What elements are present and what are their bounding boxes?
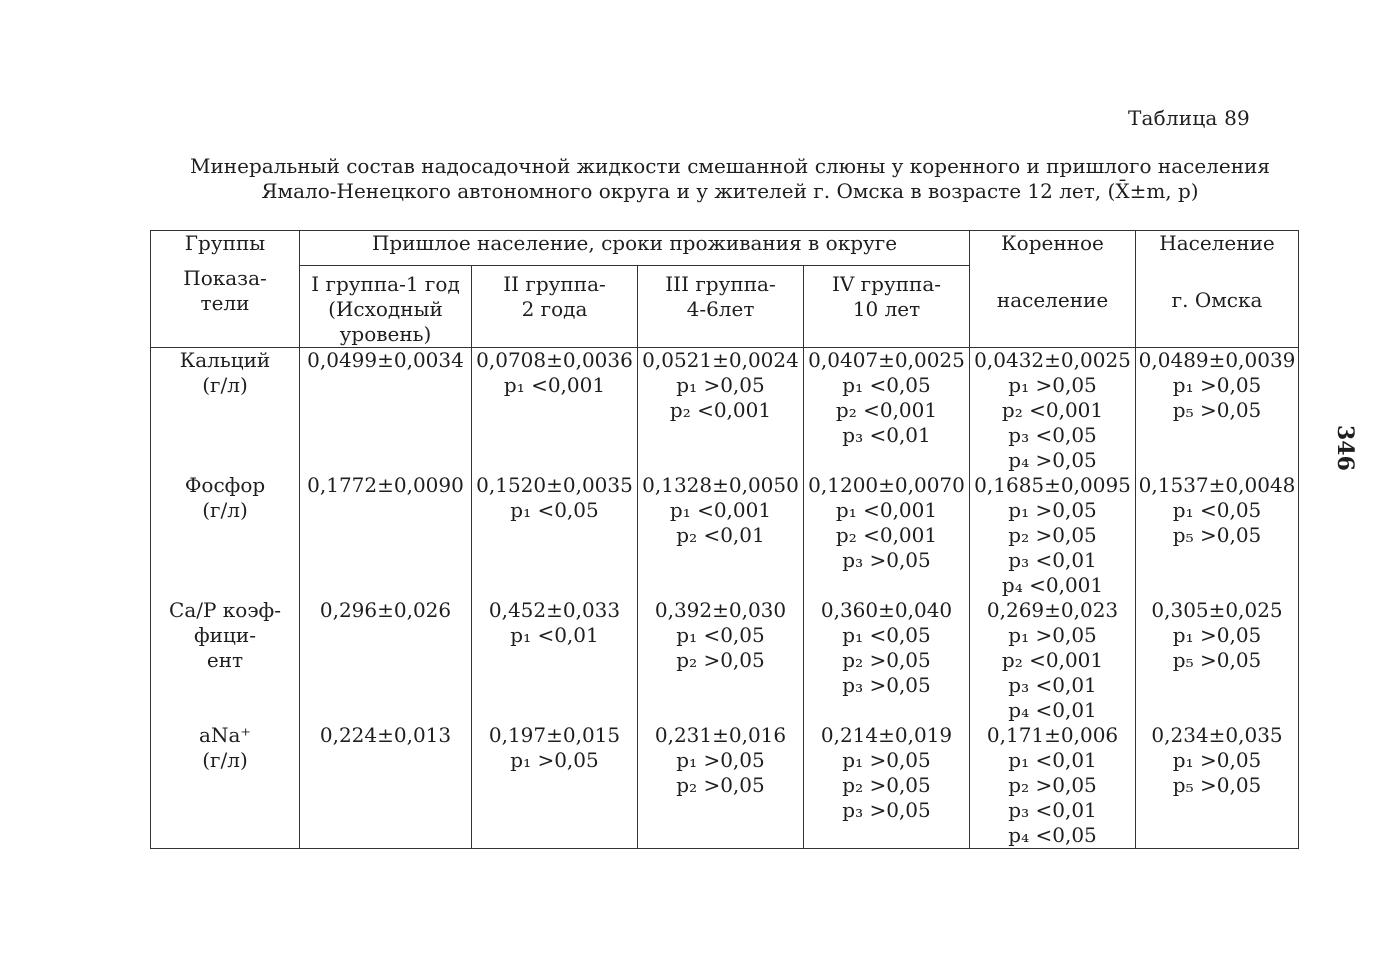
p-value: p₁ >0,05: [510, 748, 599, 772]
mean-value: 0,1520±0,0035: [476, 473, 633, 497]
value-cell: [1136, 348, 1299, 474]
value-cell: [472, 598, 638, 723]
header-migrant-population: [300, 231, 970, 266]
p-value: p₃ <0,01: [1008, 798, 1097, 822]
value-cell: [472, 723, 638, 849]
mineral-composition-table: [150, 230, 1299, 849]
mean-value: 0,1537±0,0048: [1138, 473, 1296, 497]
mean-value: 0,1685±0,0095: [974, 473, 1131, 497]
header-group-1-line-3: уровень): [339, 322, 432, 346]
mean-value: 0,224±0,013: [319, 723, 452, 747]
p-value: p₄ <0,01: [1008, 698, 1097, 722]
mean-value: 0,0432±0,0025: [974, 348, 1131, 372]
header-omsk-label-top: Население: [1159, 231, 1275, 255]
table-caption: [160, 154, 1300, 204]
mean-value: 0,0521±0,0024: [642, 348, 799, 372]
row-label-line: Кальций: [179, 348, 271, 372]
header-group-4-line-2: 10 лет: [852, 297, 921, 321]
value-cell: [1136, 723, 1299, 849]
value-cell: [970, 598, 1136, 723]
p-value: p₁ >0,05: [676, 748, 765, 772]
mean-value: 0,1772±0,0090: [307, 473, 464, 497]
header-group-2: [472, 266, 638, 348]
table-row: [151, 348, 1299, 474]
p-value: p₁ <0,001: [503, 373, 606, 397]
p-value: p₃ >0,05: [842, 673, 931, 697]
mean-value: 0,197±0,015: [488, 723, 621, 747]
header-group-1-line-1: I группа-1 год: [311, 272, 460, 296]
p-value: p₃ <0,01: [842, 423, 931, 447]
p-value: p₁ <0,001: [835, 498, 938, 522]
p-value: p₂ >0,05: [676, 773, 765, 797]
header-indicators-line-2: тели: [200, 290, 250, 315]
table-row: [151, 598, 1299, 723]
header-group-4-line-1: IV группа-: [831, 272, 942, 296]
value-cell: [804, 598, 970, 723]
p-value: p₄ <0,001: [1001, 573, 1104, 597]
header-group-1: [300, 266, 472, 348]
header-group-4: [804, 266, 970, 348]
p-value: p₁ <0,05: [1172, 498, 1262, 522]
value-cell: [970, 473, 1136, 598]
mean-value: 0,171±0,006: [986, 723, 1119, 747]
value-cell: [638, 348, 804, 474]
row-label-line: (г/л): [202, 498, 248, 522]
p-value: p₃ <0,05: [1008, 423, 1097, 447]
value-cell: [1136, 473, 1299, 598]
p-value: p₃ >0,05: [842, 548, 931, 572]
p-value: p₅ >0,05: [1172, 648, 1262, 672]
p-value: p₂ <0,001: [1001, 398, 1104, 422]
header-groups: [151, 231, 300, 266]
p-value: p₃ <0,01: [1008, 673, 1097, 697]
value-cell: [804, 723, 970, 849]
row-label-line: (г/л): [202, 748, 248, 772]
row-label-line: Ca/P коэф-: [169, 598, 281, 622]
p-value: p₁ <0,05: [676, 623, 765, 647]
row-label: [151, 348, 300, 474]
p-value: p₂ <0,001: [835, 523, 938, 547]
value-cell: [300, 723, 472, 849]
caption-line-1: Минеральный состав надосадочной жидкости смешанной слюны у коренного и пришлого населения: [190, 154, 1270, 178]
p-value: p₃ >0,05: [842, 798, 931, 822]
value-cell: [804, 473, 970, 598]
p-value: p₄ <0,05: [1008, 823, 1097, 847]
p-value: p₂ <0,001: [835, 398, 938, 422]
header-omsk-bottom: [1136, 266, 1299, 348]
p-value: p₂ >0,05: [842, 648, 931, 672]
p-value: p₁ >0,05: [1008, 373, 1097, 397]
mean-value: 0,0499±0,0034: [307, 348, 464, 372]
mean-value: 0,214±0,019: [820, 723, 953, 747]
mean-value: 0,452±0,033: [488, 598, 621, 622]
row-label-line: aNa⁺: [199, 723, 251, 747]
p-value: p₁ >0,05: [1172, 623, 1262, 647]
header-indicators-line-1: Показа-: [183, 265, 267, 290]
header-native-label-bottom: население: [996, 287, 1109, 312]
p-value: p₄ >0,05: [1008, 448, 1097, 472]
value-cell: [638, 723, 804, 849]
header-omsk-top: [1136, 231, 1299, 266]
p-value: p₅ >0,05: [1172, 523, 1262, 547]
p-value: p₁ >0,05: [1008, 498, 1097, 522]
p-value: p₁ >0,05: [1008, 623, 1097, 647]
value-cell: [638, 598, 804, 723]
header-indicators: [151, 266, 300, 348]
p-value: p₁ <0,001: [669, 498, 772, 522]
mean-value: 0,0708±0,0036: [476, 348, 633, 372]
caption-line-2: Ямало-Ненецкого автономного округа и у жителей г. Омска в возрасте 12 лет, (X̄±m, р): [261, 179, 1199, 203]
header-group-1-line-2: (Исходный: [328, 297, 443, 321]
mean-value: 0,0407±0,0025: [808, 348, 965, 372]
value-cell: [300, 473, 472, 598]
header-groups-label: Группы: [184, 231, 266, 255]
row-label-line: фици-: [194, 623, 256, 647]
p-value: p₂ >0,05: [842, 773, 931, 797]
p-value: p₁ >0,05: [1172, 373, 1262, 397]
p-value: p₂ >0,05: [1008, 773, 1097, 797]
p-value: p₁ >0,05: [842, 748, 931, 772]
p-value: p₁ <0,05: [510, 498, 599, 522]
table-number: Таблица 89: [1128, 106, 1250, 130]
value-cell: [638, 473, 804, 598]
mean-value: 0,360±0,040: [820, 598, 953, 622]
row-label: [151, 723, 300, 849]
header-native-top: [970, 231, 1136, 266]
row-label: [151, 598, 300, 723]
table-row: [151, 473, 1299, 598]
mean-value: 0,0489±0,0039: [1138, 348, 1296, 372]
p-value: p₃ <0,01: [1008, 548, 1097, 572]
p-value: p₁ <0,05: [842, 373, 931, 397]
mean-value: 0,1328±0,0050: [642, 473, 799, 497]
p-value: p₁ >0,05: [676, 373, 765, 397]
value-cell: [1136, 598, 1299, 723]
header-group-3-line-2: 4-6лет: [686, 297, 755, 321]
header-group-3: [638, 266, 804, 348]
mean-value: 0,1200±0,0070: [808, 473, 965, 497]
mean-value: 0,296±0,026: [319, 598, 452, 622]
row-label-line: ент: [206, 648, 244, 672]
p-value: p₅ >0,05: [1172, 773, 1262, 797]
mean-value: 0,392±0,030: [654, 598, 787, 622]
p-value: p₁ <0,01: [510, 623, 599, 647]
row-label-line: (г/л): [202, 373, 248, 397]
row-label: [151, 473, 300, 598]
header-migrant-label: Пришлое население, сроки проживания в округе: [371, 231, 898, 255]
value-cell: [472, 473, 638, 598]
p-value: p₂ <0,001: [1001, 648, 1104, 672]
p-value: p₂ >0,05: [1008, 523, 1097, 547]
p-value: p₅ >0,05: [1172, 398, 1262, 422]
p-value: p₂ <0,01: [676, 523, 765, 547]
value-cell: [804, 348, 970, 474]
value-cell: [300, 598, 472, 723]
p-value: p₁ <0,01: [1008, 748, 1097, 772]
header-group-2-line-1: II группа-: [503, 272, 606, 296]
p-value: p₁ >0,05: [1172, 748, 1262, 772]
mean-value: 0,269±0,023: [986, 598, 1119, 622]
table-row: [151, 723, 1299, 849]
header-omsk-label-bottom: г. Омска: [1171, 287, 1263, 312]
value-cell: [970, 723, 1136, 849]
p-value: p₁ <0,05: [842, 623, 931, 647]
mean-value: 0,305±0,025: [1151, 598, 1283, 622]
header-group-2-line-2: 2 года: [521, 297, 588, 321]
value-cell: [970, 348, 1136, 474]
value-cell: [472, 348, 638, 474]
table-body: [151, 348, 1299, 849]
p-value: p₂ >0,05: [676, 648, 765, 672]
header-native-bottom: [970, 266, 1136, 348]
p-value: p₂ <0,001: [669, 398, 772, 422]
value-cell: [300, 348, 472, 474]
mean-value: 0,234±0,035: [1151, 723, 1283, 747]
page-number: 346: [1332, 425, 1358, 471]
mean-value: 0,231±0,016: [654, 723, 787, 747]
header-native-label-top: Коренное: [1001, 231, 1104, 255]
row-label-line: Фосфор: [184, 473, 266, 497]
header-group-3-line-1: III группа-: [665, 272, 776, 296]
